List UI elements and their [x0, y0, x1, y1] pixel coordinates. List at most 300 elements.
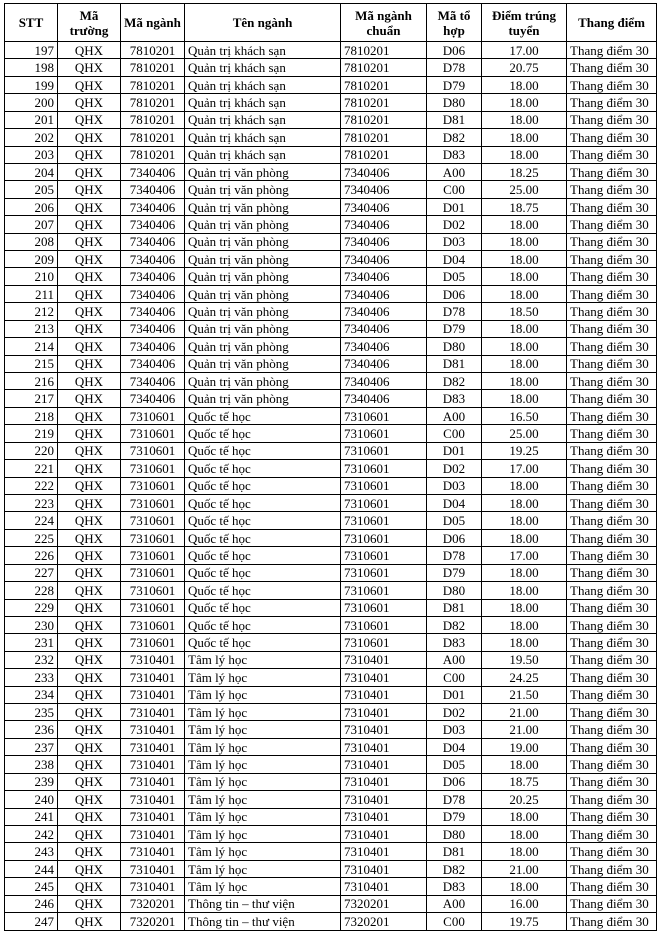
table-row — [5, 338, 657, 355]
score-scale-cell: Thang điểm 30 — [567, 477, 657, 494]
standard-major-code-cell: 7310601 — [341, 407, 427, 424]
stt-cell: 203 — [5, 146, 58, 163]
score-scale-cell: Thang điểm 30 — [567, 512, 657, 529]
score-scale-cell: Thang điểm 30 — [567, 460, 657, 477]
school-code-cell: QHX — [58, 512, 121, 529]
stt-cell: 238 — [5, 756, 58, 773]
table-row — [5, 860, 657, 877]
stt-cell: 219 — [5, 425, 58, 442]
stt-cell: 198 — [5, 59, 58, 76]
standard-major-code-cell: 7310601 — [341, 425, 427, 442]
stt-cell: 205 — [5, 181, 58, 198]
stt-cell: 228 — [5, 582, 58, 599]
standard-major-code-cell: 7810201 — [341, 146, 427, 163]
score-scale-cell: Thang điểm 30 — [567, 895, 657, 912]
score-scale-cell: Thang điểm 30 — [567, 669, 657, 686]
major-name-cell: Tâm lý học — [185, 791, 341, 808]
admission-score-cell: 18.75 — [482, 198, 567, 215]
standard-major-code-cell: 7310401 — [341, 756, 427, 773]
subject-combo-cell: A00 — [427, 895, 482, 912]
subject-combo-cell: D82 — [427, 616, 482, 633]
standard-major-code-cell: 7340406 — [341, 198, 427, 215]
table-row — [5, 878, 657, 895]
subject-combo-cell: D06 — [427, 773, 482, 790]
subject-combo-cell: C00 — [427, 181, 482, 198]
school-code-cell: QHX — [58, 582, 121, 599]
major-code-cell: 7810201 — [121, 42, 185, 59]
admission-score-cell: 18.00 — [482, 355, 567, 372]
major-code-cell: 7310601 — [121, 634, 185, 651]
school-code-cell: QHX — [58, 460, 121, 477]
table-row — [5, 251, 657, 268]
table-row — [5, 233, 657, 250]
standard-major-code-cell: 7810201 — [341, 111, 427, 128]
admission-score-cell: 18.25 — [482, 163, 567, 180]
standard-major-code-cell: 7810201 — [341, 76, 427, 93]
major-name-cell: Tâm lý học — [185, 651, 341, 668]
major-name-cell: Tâm lý học — [185, 825, 341, 842]
subject-combo-cell: D01 — [427, 686, 482, 703]
major-name-cell: Quốc tế học — [185, 407, 341, 424]
subject-combo-cell: A00 — [427, 651, 482, 668]
score-scale-cell: Thang điểm 30 — [567, 494, 657, 511]
table-row — [5, 129, 657, 146]
major-name-cell: Tâm lý học — [185, 686, 341, 703]
header-school-code: Mã trường — [58, 4, 121, 42]
major-code-cell: 7810201 — [121, 94, 185, 111]
admission-score-cell: 19.75 — [482, 913, 567, 930]
school-code-cell: QHX — [58, 860, 121, 877]
standard-major-code-cell: 7310601 — [341, 616, 427, 633]
table-row — [5, 460, 657, 477]
subject-combo-cell: D82 — [427, 860, 482, 877]
major-code-cell: 7310601 — [121, 425, 185, 442]
subject-combo-cell: D06 — [427, 42, 482, 59]
table-row — [5, 425, 657, 442]
school-code-cell: QHX — [58, 129, 121, 146]
standard-major-code-cell: 7340406 — [341, 163, 427, 180]
major-name-cell: Quốc tế học — [185, 460, 341, 477]
admission-score-cell: 24.25 — [482, 669, 567, 686]
major-name-cell: Tâm lý học — [185, 808, 341, 825]
major-code-cell: 7320201 — [121, 895, 185, 912]
major-code-cell: 7310401 — [121, 704, 185, 721]
subject-combo-cell: C00 — [427, 913, 482, 930]
table-row — [5, 59, 657, 76]
admission-score-cell: 20.75 — [482, 59, 567, 76]
major-code-cell: 7310601 — [121, 512, 185, 529]
school-code-cell: QHX — [58, 268, 121, 285]
standard-major-code-cell: 7310401 — [341, 721, 427, 738]
standard-major-code-cell: 7310401 — [341, 808, 427, 825]
table-row — [5, 651, 657, 668]
table-header-row — [5, 4, 657, 42]
admission-score-cell: 20.25 — [482, 791, 567, 808]
score-scale-cell: Thang điểm 30 — [567, 756, 657, 773]
admission-score-cell: 18.00 — [482, 477, 567, 494]
admission-score-cell: 19.00 — [482, 738, 567, 755]
major-code-cell: 7310401 — [121, 791, 185, 808]
major-code-cell: 7340406 — [121, 268, 185, 285]
table-row — [5, 616, 657, 633]
standard-major-code-cell: 7340406 — [341, 233, 427, 250]
major-name-cell: Quản trị khách sạn — [185, 76, 341, 93]
score-scale-cell: Thang điểm 30 — [567, 825, 657, 842]
table-row — [5, 216, 657, 233]
table-row — [5, 913, 657, 930]
standard-major-code-cell: 7340406 — [341, 285, 427, 302]
major-code-cell: 7310601 — [121, 529, 185, 546]
standard-major-code-cell: 7310401 — [341, 651, 427, 668]
school-code-cell: QHX — [58, 494, 121, 511]
major-name-cell: Quản trị văn phòng — [185, 320, 341, 337]
major-name-cell: Quốc tế học — [185, 512, 341, 529]
school-code-cell: QHX — [58, 773, 121, 790]
standard-major-code-cell: 7340406 — [341, 251, 427, 268]
table-row — [5, 791, 657, 808]
stt-cell: 230 — [5, 616, 58, 633]
school-code-cell: QHX — [58, 198, 121, 215]
score-scale-cell: Thang điểm 30 — [567, 529, 657, 546]
stt-cell: 211 — [5, 285, 58, 302]
score-scale-cell: Thang điểm 30 — [567, 547, 657, 564]
major-name-cell: Quản trị văn phòng — [185, 251, 341, 268]
major-code-cell: 7310401 — [121, 773, 185, 790]
school-code-cell: QHX — [58, 163, 121, 180]
standard-major-code-cell: 7340406 — [341, 373, 427, 390]
school-code-cell: QHX — [58, 634, 121, 651]
major-code-cell: 7340406 — [121, 285, 185, 302]
admission-score-cell: 25.00 — [482, 181, 567, 198]
score-scale-cell: Thang điểm 30 — [567, 216, 657, 233]
standard-major-code-cell: 7310401 — [341, 825, 427, 842]
stt-cell: 227 — [5, 564, 58, 581]
standard-major-code-cell: 7310601 — [341, 442, 427, 459]
score-scale-cell: Thang điểm 30 — [567, 808, 657, 825]
major-name-cell: Quản trị khách sạn — [185, 146, 341, 163]
admission-score-cell: 18.00 — [482, 599, 567, 616]
standard-major-code-cell: 7310401 — [341, 704, 427, 721]
major-name-cell: Tâm lý học — [185, 843, 341, 860]
major-code-cell: 7310401 — [121, 878, 185, 895]
score-scale-cell: Thang điểm 30 — [567, 773, 657, 790]
admission-score-cell: 21.00 — [482, 704, 567, 721]
score-scale-cell: Thang điểm 30 — [567, 651, 657, 668]
school-code-cell: QHX — [58, 843, 121, 860]
stt-cell: 229 — [5, 599, 58, 616]
score-scale-cell: Thang điểm 30 — [567, 616, 657, 633]
major-code-cell: 7810201 — [121, 76, 185, 93]
major-name-cell: Quốc tế học — [185, 564, 341, 581]
subject-combo-cell: A00 — [427, 407, 482, 424]
table-row — [5, 704, 657, 721]
table-row — [5, 146, 657, 163]
score-scale-cell: Thang điểm 30 — [567, 425, 657, 442]
school-code-cell: QHX — [58, 669, 121, 686]
major-code-cell: 7810201 — [121, 59, 185, 76]
stt-cell: 213 — [5, 320, 58, 337]
header-score-scale: Thang điểm — [567, 4, 657, 42]
stt-cell: 243 — [5, 843, 58, 860]
table-row — [5, 111, 657, 128]
subject-combo-cell: D80 — [427, 825, 482, 842]
stt-cell: 233 — [5, 669, 58, 686]
stt-cell: 237 — [5, 738, 58, 755]
score-scale-cell: Thang điểm 30 — [567, 59, 657, 76]
major-code-cell: 7340406 — [121, 338, 185, 355]
major-name-cell: Thông tin – thư viện — [185, 913, 341, 930]
stt-cell: 241 — [5, 808, 58, 825]
stt-cell: 244 — [5, 860, 58, 877]
subject-combo-cell: D79 — [427, 564, 482, 581]
admission-score-cell: 18.00 — [482, 756, 567, 773]
standard-major-code-cell: 7340406 — [341, 181, 427, 198]
table-row — [5, 564, 657, 581]
subject-combo-cell: D04 — [427, 251, 482, 268]
score-scale-cell: Thang điểm 30 — [567, 704, 657, 721]
table-row — [5, 825, 657, 842]
major-name-cell: Quốc tế học — [185, 425, 341, 442]
admission-score-cell: 18.00 — [482, 129, 567, 146]
major-code-cell: 7340406 — [121, 216, 185, 233]
standard-major-code-cell: 7340406 — [341, 303, 427, 320]
admission-score-cell: 18.00 — [482, 338, 567, 355]
admission-score-cell: 18.00 — [482, 76, 567, 93]
subject-combo-cell: D78 — [427, 303, 482, 320]
admission-score-cell: 18.00 — [482, 285, 567, 302]
table-row — [5, 808, 657, 825]
subject-combo-cell: D03 — [427, 721, 482, 738]
header-major-code: Mã ngành — [121, 4, 185, 42]
stt-cell: 218 — [5, 407, 58, 424]
subject-combo-cell: D03 — [427, 477, 482, 494]
major-code-cell: 7310401 — [121, 756, 185, 773]
stt-cell: 220 — [5, 442, 58, 459]
table-row — [5, 303, 657, 320]
stt-cell: 232 — [5, 651, 58, 668]
score-scale-cell: Thang điểm 30 — [567, 94, 657, 111]
major-code-cell: 7340406 — [121, 198, 185, 215]
header-stt: STT — [5, 4, 58, 42]
score-scale-cell: Thang điểm 30 — [567, 407, 657, 424]
standard-major-code-cell: 7310401 — [341, 686, 427, 703]
stt-cell: 209 — [5, 251, 58, 268]
major-code-cell: 7340406 — [121, 303, 185, 320]
header-standard-major-code: Mã ngành chuẩn — [341, 4, 427, 42]
major-name-cell: Quốc tế học — [185, 547, 341, 564]
table-row — [5, 843, 657, 860]
major-code-cell: 7340406 — [121, 390, 185, 407]
table-row — [5, 582, 657, 599]
major-name-cell: Quốc tế học — [185, 494, 341, 511]
table-row — [5, 721, 657, 738]
table-row — [5, 494, 657, 511]
stt-cell: 200 — [5, 94, 58, 111]
school-code-cell: QHX — [58, 878, 121, 895]
standard-major-code-cell: 7310601 — [341, 564, 427, 581]
header-subject-combo: Mã tổ hợp — [427, 4, 482, 42]
major-name-cell: Quản trị khách sạn — [185, 94, 341, 111]
standard-major-code-cell: 7310401 — [341, 843, 427, 860]
standard-major-code-cell: 7810201 — [341, 59, 427, 76]
school-code-cell: QHX — [58, 529, 121, 546]
stt-cell: 240 — [5, 791, 58, 808]
subject-combo-cell: D82 — [427, 129, 482, 146]
table-row — [5, 756, 657, 773]
school-code-cell: QHX — [58, 686, 121, 703]
major-name-cell: Quốc tế học — [185, 616, 341, 633]
subject-combo-cell: D79 — [427, 808, 482, 825]
subject-combo-cell: D81 — [427, 599, 482, 616]
table-row — [5, 895, 657, 912]
table-row — [5, 407, 657, 424]
major-code-cell: 7310601 — [121, 547, 185, 564]
standard-major-code-cell: 7340406 — [341, 320, 427, 337]
major-name-cell: Quốc tế học — [185, 599, 341, 616]
admission-score-cell: 18.00 — [482, 373, 567, 390]
table-row — [5, 320, 657, 337]
standard-major-code-cell: 7340406 — [341, 216, 427, 233]
major-code-cell: 7340406 — [121, 181, 185, 198]
school-code-cell: QHX — [58, 146, 121, 163]
admission-score-cell: 18.00 — [482, 616, 567, 633]
admission-score-cell: 18.00 — [482, 216, 567, 233]
admission-score-cell: 18.00 — [482, 146, 567, 163]
stt-cell: 221 — [5, 460, 58, 477]
school-code-cell: QHX — [58, 59, 121, 76]
major-code-cell: 7310401 — [121, 843, 185, 860]
stt-cell: 226 — [5, 547, 58, 564]
subject-combo-cell: D80 — [427, 582, 482, 599]
admission-scores-table — [4, 3, 657, 931]
standard-major-code-cell: 7310601 — [341, 599, 427, 616]
standard-major-code-cell: 7810201 — [341, 42, 427, 59]
standard-major-code-cell: 7310601 — [341, 582, 427, 599]
table-row — [5, 442, 657, 459]
stt-cell: 199 — [5, 76, 58, 93]
school-code-cell: QHX — [58, 913, 121, 930]
table-row — [5, 355, 657, 372]
major-code-cell: 7310601 — [121, 442, 185, 459]
score-scale-cell: Thang điểm 30 — [567, 686, 657, 703]
subject-combo-cell: D78 — [427, 791, 482, 808]
score-scale-cell: Thang điểm 30 — [567, 42, 657, 59]
major-name-cell: Quản trị văn phòng — [185, 216, 341, 233]
admission-score-cell: 18.00 — [482, 111, 567, 128]
subject-combo-cell: D06 — [427, 529, 482, 546]
admission-score-cell: 25.00 — [482, 425, 567, 442]
admission-score-cell: 18.00 — [482, 634, 567, 651]
admission-score-cell: 18.00 — [482, 268, 567, 285]
score-scale-cell: Thang điểm 30 — [567, 442, 657, 459]
standard-major-code-cell: 7310401 — [341, 791, 427, 808]
score-scale-cell: Thang điểm 30 — [567, 634, 657, 651]
score-scale-cell: Thang điểm 30 — [567, 791, 657, 808]
admission-score-cell: 18.00 — [482, 878, 567, 895]
table-row — [5, 669, 657, 686]
major-code-cell: 7310401 — [121, 669, 185, 686]
stt-cell: 234 — [5, 686, 58, 703]
school-code-cell: QHX — [58, 547, 121, 564]
stt-cell: 210 — [5, 268, 58, 285]
standard-major-code-cell: 7340406 — [341, 338, 427, 355]
subject-combo-cell: D05 — [427, 512, 482, 529]
major-name-cell: Quản trị văn phòng — [185, 163, 341, 180]
major-code-cell: 7810201 — [121, 146, 185, 163]
admission-score-cell: 18.00 — [482, 529, 567, 546]
major-name-cell: Quản trị văn phòng — [185, 198, 341, 215]
subject-combo-cell: D02 — [427, 460, 482, 477]
stt-cell: 236 — [5, 721, 58, 738]
subject-combo-cell: D05 — [427, 756, 482, 773]
score-scale-cell: Thang điểm 30 — [567, 320, 657, 337]
major-name-cell: Quản trị văn phòng — [185, 390, 341, 407]
table-row — [5, 477, 657, 494]
admission-score-cell: 18.00 — [482, 512, 567, 529]
major-name-cell: Quản trị văn phòng — [185, 285, 341, 302]
table-row — [5, 198, 657, 215]
school-code-cell: QHX — [58, 355, 121, 372]
school-code-cell: QHX — [58, 442, 121, 459]
subject-combo-cell: D78 — [427, 547, 482, 564]
stt-cell: 245 — [5, 878, 58, 895]
subject-combo-cell: D78 — [427, 59, 482, 76]
major-name-cell: Quản trị văn phòng — [185, 303, 341, 320]
standard-major-code-cell: 7310401 — [341, 878, 427, 895]
major-code-cell: 7310401 — [121, 808, 185, 825]
school-code-cell: QHX — [58, 616, 121, 633]
major-code-cell: 7340406 — [121, 320, 185, 337]
school-code-cell: QHX — [58, 704, 121, 721]
standard-major-code-cell: 7310401 — [341, 669, 427, 686]
standard-major-code-cell: 7310601 — [341, 634, 427, 651]
admission-score-cell: 16.00 — [482, 895, 567, 912]
school-code-cell: QHX — [58, 233, 121, 250]
admission-score-cell: 19.50 — [482, 651, 567, 668]
major-code-cell: 7340406 — [121, 251, 185, 268]
score-scale-cell: Thang điểm 30 — [567, 878, 657, 895]
school-code-cell: QHX — [58, 216, 121, 233]
stt-cell: 197 — [5, 42, 58, 59]
major-name-cell: Tâm lý học — [185, 860, 341, 877]
major-name-cell: Tâm lý học — [185, 878, 341, 895]
admission-score-cell: 18.00 — [482, 582, 567, 599]
school-code-cell: QHX — [58, 599, 121, 616]
subject-combo-cell: D02 — [427, 216, 482, 233]
standard-major-code-cell: 7310601 — [341, 494, 427, 511]
subject-combo-cell: D79 — [427, 76, 482, 93]
subject-combo-cell: D06 — [427, 285, 482, 302]
score-scale-cell: Thang điểm 30 — [567, 738, 657, 755]
standard-major-code-cell: 7810201 — [341, 129, 427, 146]
stt-cell: 247 — [5, 913, 58, 930]
school-code-cell: QHX — [58, 721, 121, 738]
standard-major-code-cell: 7320201 — [341, 895, 427, 912]
score-scale-cell: Thang điểm 30 — [567, 146, 657, 163]
standard-major-code-cell: 7320201 — [341, 913, 427, 930]
score-scale-cell: Thang điểm 30 — [567, 582, 657, 599]
standard-major-code-cell: 7310601 — [341, 460, 427, 477]
admission-score-cell: 18.75 — [482, 773, 567, 790]
school-code-cell: QHX — [58, 651, 121, 668]
major-name-cell: Quản trị văn phòng — [185, 268, 341, 285]
score-scale-cell: Thang điểm 30 — [567, 198, 657, 215]
major-name-cell: Quốc tế học — [185, 442, 341, 459]
stt-cell: 225 — [5, 529, 58, 546]
table-row — [5, 268, 657, 285]
admission-score-cell: 17.00 — [482, 460, 567, 477]
standard-major-code-cell: 7810201 — [341, 94, 427, 111]
